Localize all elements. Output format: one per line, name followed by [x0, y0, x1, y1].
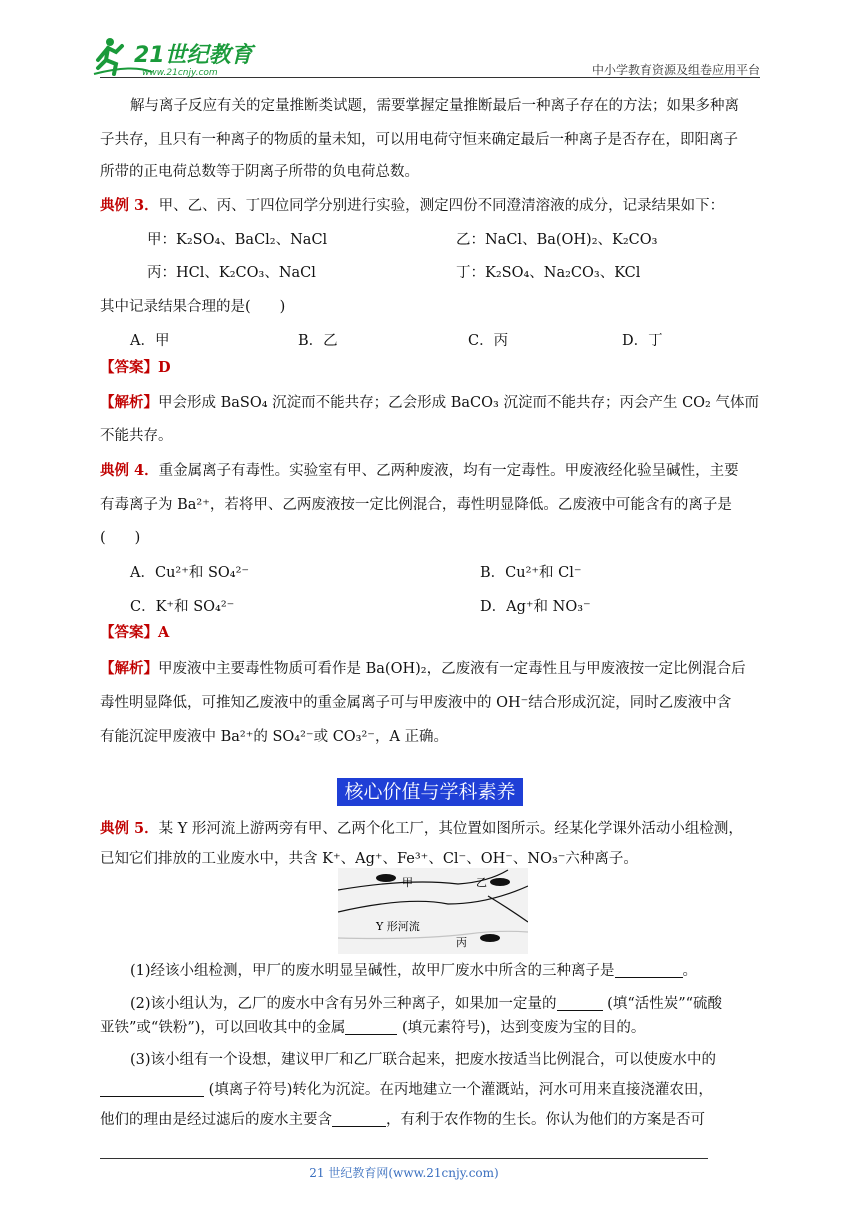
factory-yi-marker	[490, 878, 510, 886]
answer-blank-4[interactable]	[100, 1082, 204, 1097]
answer-blank-1[interactable]	[615, 963, 683, 978]
example-4-analysis-2: 毒性明显降低，可推知乙废液中的重金属离子可与甲废液中的 OH⁻结合形成沉淀，同时乙废液中含	[100, 695, 732, 711]
answer-blank-3[interactable]	[345, 1020, 397, 1035]
record-bing: 丙：HCl、K₂CO₃、NaCl	[147, 265, 316, 281]
header-divider	[100, 77, 760, 78]
option-b: B．Cu²⁺和 Cl⁻	[480, 565, 582, 581]
example-4-stem-2: 有毒离子为 Ba²⁺，若将甲、乙两废液按一定比例混合，毒性明显降低。乙废液中可能含有的离子是	[100, 497, 732, 513]
example-4-analysis-1: 【解析】甲废液中主要毒性物质可看作是 Ba(OH)₂，乙废液有一定毒性且与甲废液按一定比例混合后	[100, 660, 746, 677]
record-jia: 甲：K₂SO₄、BaCl₂、NaCl	[147, 232, 328, 248]
footer-divider	[100, 1158, 708, 1159]
intro-line-2: 子共存，且只有一种离子的物质的量未知，可以用电荷守恒来确定最后一种离子是否存在，即阳离子	[100, 132, 738, 148]
intro-line-3: 所带的正电荷总数等于阴离子所带的负电荷总数。	[100, 164, 419, 180]
label-yi: 乙	[476, 876, 487, 889]
label-river: Y 形河流	[376, 920, 420, 933]
option-a: A．Cu²⁺和 SO₄²⁻	[130, 565, 250, 581]
example-3-analysis-2: 不能共存。	[100, 428, 173, 444]
example-4-label: 典例 4．	[100, 462, 159, 479]
question-1: (1)经该小组检测，甲厂的废水明显呈碱性，故甲厂废水中所含的三种离子是 。	[130, 963, 698, 979]
answer-blank-5[interactable]	[332, 1112, 386, 1127]
svg-text:21世纪教育: 21世纪教育	[134, 43, 253, 68]
label-jia: 甲	[402, 876, 413, 889]
record-ding: 丁：K₂SO₄、Na₂CO₃、KCl	[456, 265, 641, 281]
example-3-label: 典例 3．	[100, 197, 159, 214]
example-4-answer: 【答案】A	[100, 624, 170, 641]
river-diagram	[338, 868, 528, 954]
example-5-stem-2: 已知它们排放的工业废水中，共含 K⁺、Ag⁺、Fe³⁺、Cl⁻、OH⁻、NO₃⁻六种离子。	[100, 851, 638, 867]
label-bing: 丙	[456, 936, 467, 949]
example-4-stem-1: 典例 4．重金属离子有毒性。实验室有甲、乙两种废液，均有一定毒性。甲废液经化验呈碱性，主要	[100, 462, 739, 479]
question-3-cont: (填离子符号)转化为沉淀。在丙地建立一个灌溉站，河水可用来直接浇灌农田，	[100, 1080, 713, 1100]
option-a: A．甲	[130, 333, 170, 349]
question-3: (3)该小组有一个设想，建议甲厂和乙厂联合起来，把废水按适当比例混合，可以使废水中的	[130, 1052, 717, 1068]
runner-logo-icon	[92, 34, 262, 78]
question-2-cont: 亚铁”或“铁粉”)，可以回收其中的金属 (填元素符号)，达到变废为宝的目的。	[100, 1020, 646, 1036]
example-3-stem: 典例 3．甲、乙、丙、丁四位同学分别进行实验，测定四份不同澄清溶液的成分，记录结果如下：	[100, 197, 725, 214]
svg-text:www.21cnjy.com: www.21cnjy.com	[142, 68, 218, 78]
example-4-analysis-3: 有能沉淀甲废液中 Ba²⁺的 SO₄²⁻或 CO₃²⁻，A 正确。	[100, 729, 449, 745]
example-5-stem-1: 典例 5．某 Y 形河流上游两旁有甲、乙两个化工厂，其位置如图所示。经某化学课外活动小组检测，	[100, 820, 743, 837]
record-yi: 乙：NaCl、Ba(OH)₂、K₂CO₃	[456, 232, 658, 248]
station-bing-marker	[480, 934, 500, 942]
answer-blank-2[interactable]	[557, 996, 603, 1011]
option-b: B．乙	[298, 333, 338, 349]
example-3-analysis-1: 【解析】甲会形成 BaSO₄ 沉淀而不能共存；乙会形成 BaCO₃ 沉淀而不能共存；丙会产生 CO₂ 气体而	[100, 394, 759, 411]
option-c: C．K⁺和 SO₄²⁻	[130, 599, 235, 615]
example-5-label: 典例 5．	[100, 820, 159, 837]
question-3-cont-2: 他们的理由是经过滤后的废水主要含 ，有利于农作物的生长。你认为他们的方案是否可	[100, 1112, 705, 1128]
logo	[92, 34, 262, 78]
example-3-answer: 【答案】D	[100, 359, 171, 376]
question-2: (2)该小组认为，乙厂的废水中含有另外三种离子，如果加一定量的 (填“活性炭”“硫酸	[130, 996, 723, 1012]
example-3-question: 其中记录结果合理的是( )	[100, 299, 286, 315]
example-4-stem-3: ( )	[100, 530, 141, 546]
factory-jia-marker	[376, 874, 396, 882]
option-d: D．Ag⁺和 NO₃⁻	[480, 599, 591, 615]
option-c: C．丙	[468, 333, 509, 349]
platform-name: 中小学教育资源及组卷应用平台	[591, 63, 760, 77]
footer-text: 21 世纪教育网(www.21cnjy.com)	[309, 1166, 499, 1180]
intro-line-1: 解与离子反应有关的定量推断类试题，需要掌握定量推断最后一种离子存在的方法；如果多种离	[130, 98, 739, 114]
option-d: D．丁	[622, 333, 663, 349]
section-title: 核心价值与学科素养	[337, 778, 523, 806]
